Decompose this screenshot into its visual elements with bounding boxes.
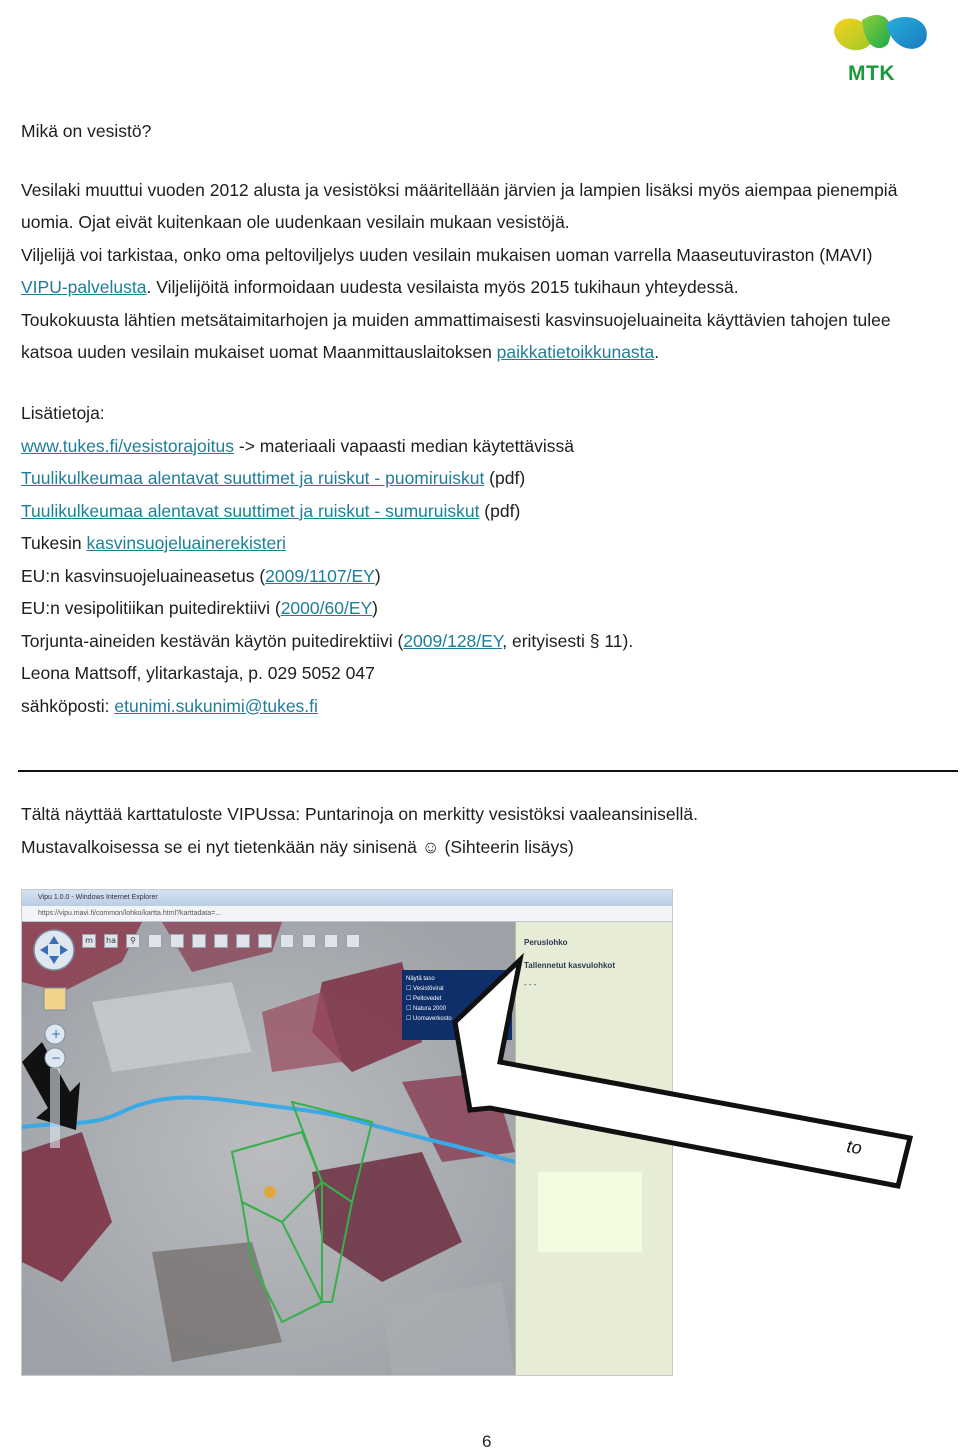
puomiruiskut-link[interactable]: Tuulikulkeumaa alentavat suuttimet ja ruiskut - puomiruiskut	[21, 468, 485, 488]
paragraph-line: Viljelijä voi tarkistaa, onko oma peltoviljelys uuden vesilain mukaisen uoman varrella Maaseutuviraston (MAVI)	[21, 244, 873, 265]
info-text: EU:n vesipolitiikan puitedirektiivi (	[21, 598, 281, 618]
section-heading: Mikä on vesistö?	[21, 121, 152, 141]
caption-line: Mustavalkoisessa se ei nyt tietenkään näy sinisenä ☺ (Sihteerin lisäys)	[21, 836, 574, 857]
layer-item-label: Vesistövirat	[413, 986, 444, 992]
info-text: (pdf)	[484, 468, 526, 488]
paikkatietoikkuna-link[interactable]: paikkatietoikkunasta	[496, 342, 655, 362]
browser-addressbar: https://vipu.mavi.fi/common/lohko/kartta.html?karttadata=...	[22, 906, 672, 922]
info-text: Torjunta-aineiden kestävän käytön puitedirektiivi (	[21, 630, 404, 651]
vesipolitiikka-link[interactable]: 2000/60/EY	[280, 598, 373, 618]
info-text: sähköposti:	[21, 695, 115, 716]
layer-item-label: Peltovedet	[413, 996, 442, 1002]
paragraph-line: Vesilaki muuttui vuoden 2012 alusta ja vesistöksi määritellään järvien ja lampien lisäksi myös aiempaa pienempiä	[21, 179, 898, 200]
vipu-link[interactable]: VIPU-palvelusta	[21, 277, 147, 297]
browser-titlebar: Vipu 1.0.0 - Windows Internet Explorer	[22, 890, 672, 906]
info-text: , erityisesti § 11).	[502, 630, 634, 651]
email-link[interactable]: etunimi.sukunimi@tukes.fi	[114, 695, 318, 716]
info-text: )	[374, 565, 381, 586]
logo-text: MTK	[848, 62, 895, 85]
sumuruiskut-link[interactable]: Tuulikulkeumaa alentavat suuttimet ja ruiskut - sumuruiskut	[21, 500, 480, 521]
layer-item[interactable]: ☐ Peltovedet	[406, 996, 442, 1002]
white-arrow-icon	[455, 960, 910, 1186]
panel-item-kasvulohkot[interactable]: Tallennetut kasvulohkot	[524, 961, 615, 970]
layer-title: Näytä taso	[406, 976, 435, 982]
svg-text:+: +	[51, 1027, 62, 1041]
panel-dashes: - - -	[524, 980, 537, 989]
info-text: (pdf)	[479, 500, 521, 521]
tukes-link[interactable]: www.tukes.fi/vesistorajoitus	[21, 435, 234, 456]
measure-area-tool[interactable]: ha	[104, 934, 118, 948]
arrow-label: to	[845, 1136, 864, 1159]
asetus-link[interactable]: 2009/1107/EY	[265, 565, 375, 586]
info-text: EU:n kasvinsuojeluaineasetus (	[21, 565, 266, 586]
layer-item[interactable]: ☐ Natura 2000	[406, 1006, 447, 1012]
measure-length-tool[interactable]: m	[82, 934, 96, 948]
svg-text:−: −	[51, 1051, 62, 1065]
layer-item-label: Uomaverkosto	[413, 1016, 452, 1022]
rekisteri-link[interactable]: kasvinsuojeluainerekisteri	[86, 533, 286, 553]
info-text: )	[372, 598, 378, 618]
caption-line: Tältä näyttää karttatuloste VIPUssa: Puntarinoja on merkitty vesistöksi vaaleansinisellä.	[21, 804, 698, 824]
layer-item[interactable]: ☐ Vesistövirat	[406, 986, 444, 992]
info-text: Tukesin	[21, 533, 87, 553]
paragraph-text: . Viljelijöitä informoidaan uudesta vesilaista myös 2015 tukihaun yhteydessä.	[146, 277, 739, 297]
layer-item[interactable]: ☐ Uomaverkosto	[406, 1016, 452, 1022]
paragraph-line: Toukokuusta lähtien metsätaimitarhojen ja muiden ammattimaisesti kasvinsuojeluaineita käyttävien tahojen tulee	[21, 309, 891, 330]
info-text: -> materiaali vapaasti median käytettävissä	[234, 435, 574, 456]
contact-line: Leona Mattsoff, ylitarkastaja, p. 029 5052 047	[21, 663, 375, 683]
paragraph-text: .	[654, 342, 660, 362]
section-heading: Lisätietoja:	[21, 403, 105, 423]
panel-item-peruslohko[interactable]: Peruslohko	[524, 938, 568, 947]
puitedirektiivi-link[interactable]: 2009/128/EY	[403, 630, 503, 651]
identify-tool[interactable]: ⚲	[126, 934, 140, 948]
page-number: 6	[482, 1432, 492, 1451]
layer-item-label: Natura 2000	[413, 1006, 447, 1012]
paragraph-text: katsoa uuden vesilain mukaiset uomat Maanmittauslaitoksen	[21, 342, 497, 362]
paragraph-line: uomia. Ojat eivät kuitenkaan ole uudenkaan vesilain mukaan vesistöjä.	[21, 212, 570, 232]
